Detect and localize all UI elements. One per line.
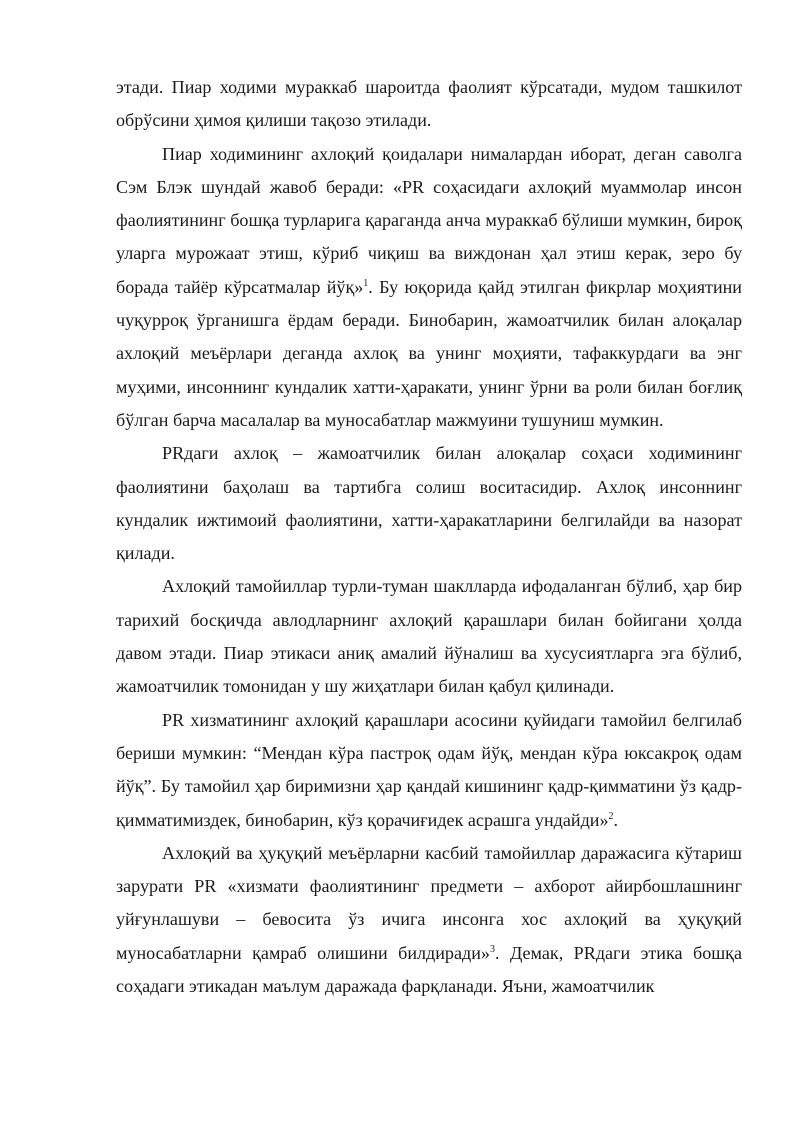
paragraph (116, 71, 742, 138)
body-text (116, 71, 742, 1003)
paragraph (116, 570, 742, 703)
paragraph (116, 837, 742, 1003)
footnote-ref[interactable]: 3 (489, 943, 495, 955)
paragraph-text: Ахлоқий тамойиллар турли-туман шаклларда ифодаланган бўлиб, ҳар бир тарихий босқичда авлодларнинг ахлоқий қарашлари билан бойигани ҳолда давом этади. Пиар этикаси аниқ амалий йўналиш ва хусусиятларга эга бўлиб, жамоатчилик томонидан у шу жиҳатлари билан қабул қилинади. (116, 576, 742, 697)
paragraph-text: Ахлоқий ва ҳуқуқий меъёрларни касбий тамойиллар даражасига кўтариш зарурати PR «хизмати фаолиятининг предмети – ахборот айирбошлашнинг уйғунлашуви – бевосита ўз ичига инсонга хос ахлоқий ва ҳуқуқий муносабатларни қамраб олишини билдиради» (116, 842, 742, 963)
footnote-ref[interactable]: 2 (608, 810, 614, 822)
paragraph (116, 138, 742, 438)
footnote-ref[interactable]: 1 (363, 277, 369, 289)
paragraph (116, 437, 742, 570)
paragraph-text: этади. Пиар ходими мураккаб шароитда фаолият кўрсатади, мудом ташкилот обрўсини ҳимоя қилиши тақозо этилади. (116, 77, 742, 131)
paragraph-text: PRдаги ахлоқ – жамоатчилик билан алоқалар соҳаси ходимининг фаолиятини баҳолаш ва тартибга солиш воситасидир. Ахлоқ инсоннинг кундалик ижтимоий фаолиятини, хатти-ҳаракатларини белгилайди ва назорат қилади. (116, 443, 742, 564)
paragraph-text: PR хизматининг ахлоқий қарашлари асосини қуйидаги тамойил белгилаб бериши мумкин: “Мендан кўра пастроқ одам йўқ, мендан кўра юксакроқ одам йўқ”. Бу тамойил ҳар биримизни ҳар қандай кишининг қадр-қимматини ўз қадр-қимматимиздек, бинобарин, кўз қорачиғидек асрашга ундайди» (116, 709, 742, 830)
paragraph-text: Пиар ходимининг ахлоқий қоидалари нималардан иборат, деган саволга Сэм Блэк шундай жавоб беради: «PR соҳасидаги ахлоқий муаммолар инсон фаолиятининг бошқа турларига қараганда анча мураккаб бўлиши мумкин, бироқ уларга мурожаат этиш, кўриб чиқиш ва виждонан ҳал этиш керак, зеро бу борада тайёр кўрсатмалар йўқ» (116, 143, 742, 297)
paragraph-text-continued: . (613, 809, 619, 830)
paragraph (116, 704, 742, 837)
paragraph-text-continued: . Бу юқорида қайд этилган фикрлар моҳиятини чуқурроқ ўрганишга ёрдам беради. Бинобарин, жамоатчилик билан алоқалар ахлоқий меъёрлари деганда ахлоқ ва унинг моҳияти, тафаккурдаги ва энг муҳими, инсоннинг кундалик хатти-ҳаракати, унинг ўрни ва роли билан боғлиқ бўлган барча масалалар ва муносабатлар мажмуини тушуниш мумкин. (116, 276, 742, 430)
paragraph-text-continued: . Демак, PRдаги этика бошқа соҳадаги этикадан маълум даражада фарқланади. Яъни, жамоатчилик (116, 942, 743, 997)
